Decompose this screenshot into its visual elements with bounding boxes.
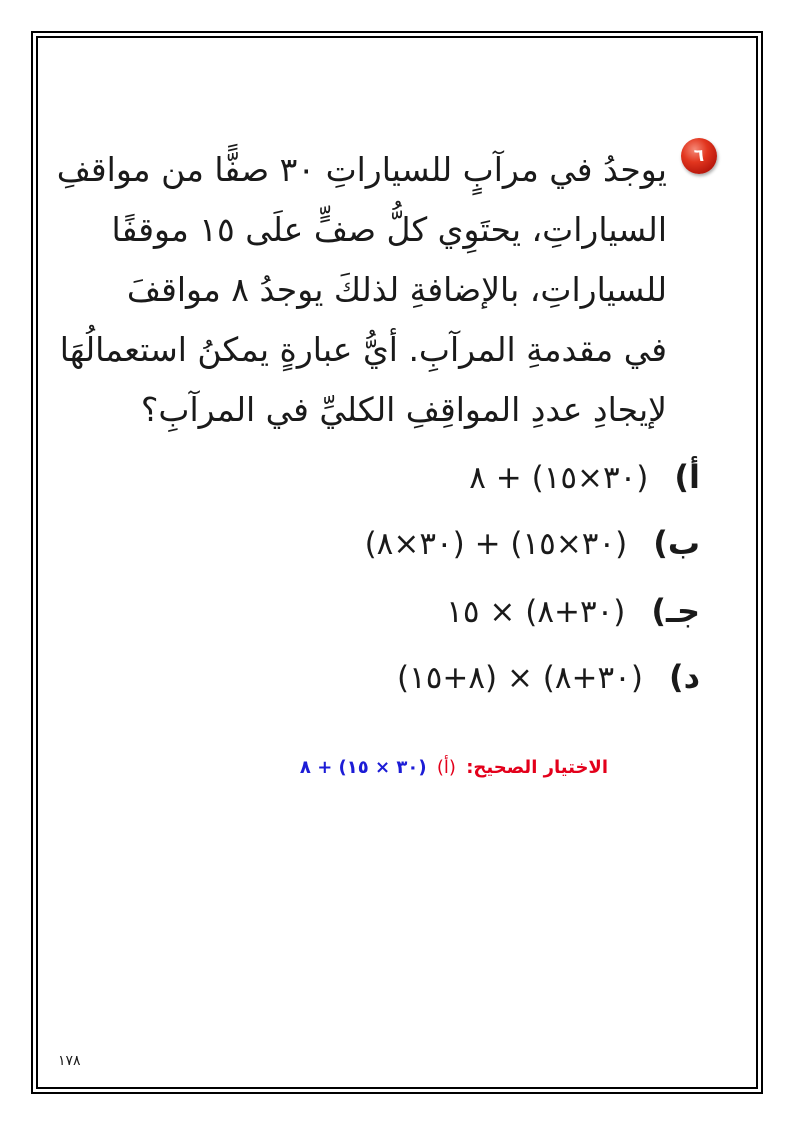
option-expression: (٣٠+٨) × ١٥ [446,594,626,630]
option-c [446,592,700,630]
page-number: ١٧٨ [58,1053,81,1069]
question-line: السياراتِ، يحتَوِي كلُّ صفٍّ علَى ١٥ موقفًا [111,210,667,249]
correct-answer [300,757,608,778]
option-expression: (٣٠×١٥) + ٨ [469,460,649,496]
option-letter: د) [668,658,700,696]
answer-choice: (أ) [436,757,456,778]
question-line: لإيجادِ عددِ المواقِفِ الكليِّ في المرآبِ؟ [140,390,667,429]
question-line: للسياراتِ، بالإضافةِ لذلكَ يوجدُ ٨ مواقفَ [126,270,667,309]
answer-expression: (٣٠ × ١٥) + ٨ [299,757,427,778]
option-b [365,524,700,562]
option-expression: (٣٠+٨) × (٨+١٥) [396,660,643,696]
question-number-badge: ٦ [681,138,717,174]
question-text [56,140,667,440]
option-d [397,658,700,696]
answer-label: الاختيار الصحيح: [466,757,608,778]
option-expression: (٣٠×١٥) + (٣٠×٨) [364,526,628,562]
option-letter: ب) [653,524,700,562]
option-letter: أ) [674,458,700,496]
question-line: في مقدمةِ المرآبِ. أيُّ عبارةٍ يمكنُ استعمالُهَا [59,330,667,369]
option-a [469,458,700,496]
option-letter: جـ) [651,592,700,630]
question-line: يوجدُ في مرآبٍ للسياراتِ ٣٠ صفًّا من مواقفِ [56,150,667,189]
